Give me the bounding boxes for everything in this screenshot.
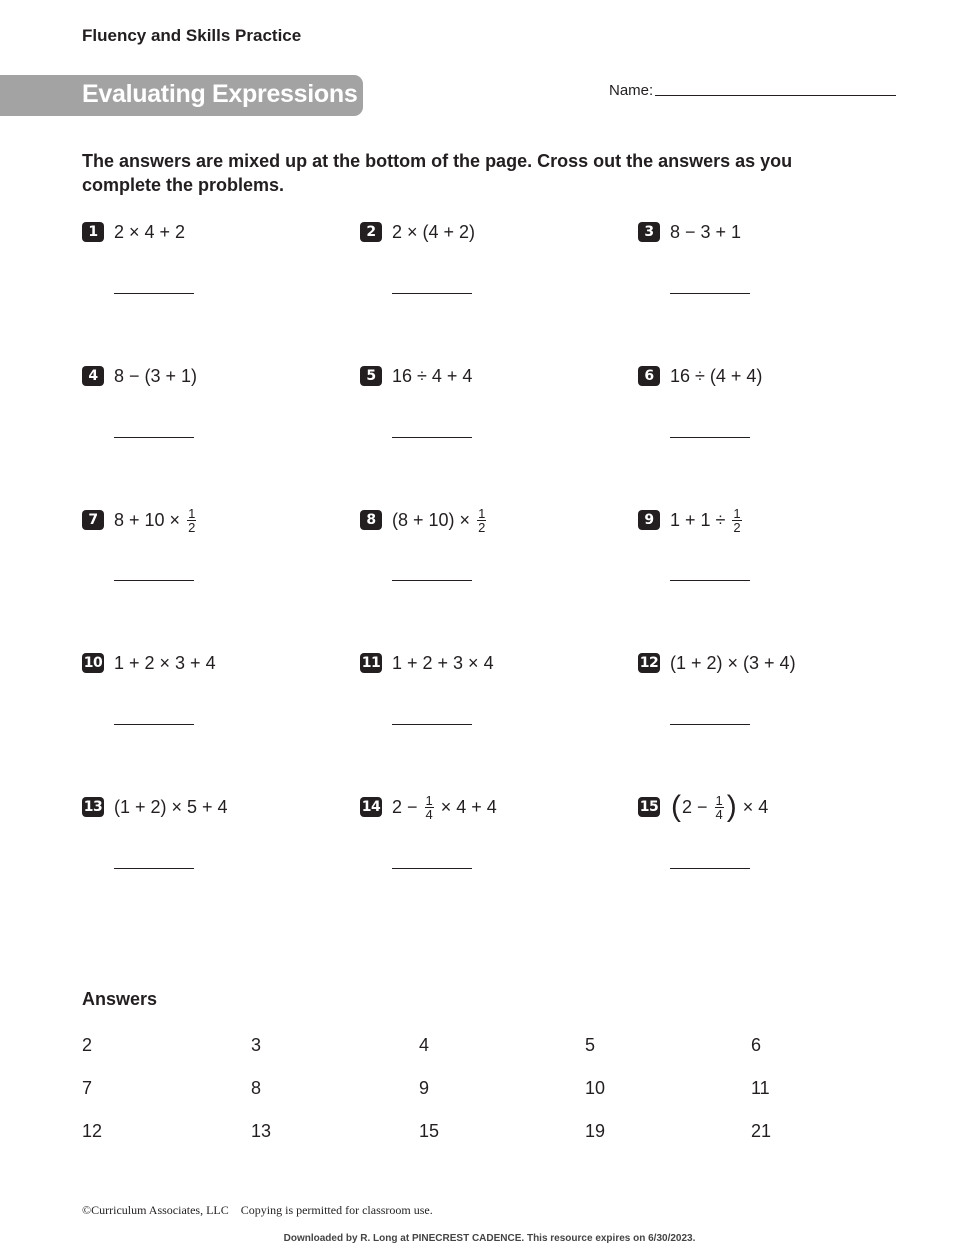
fraction xyxy=(425,794,434,821)
problem-number-badge: 12 xyxy=(639,655,659,671)
problem-expression: 2 × (4 + 2) xyxy=(392,221,476,242)
answer-blank-15[interactable] xyxy=(670,868,750,869)
problem-8 xyxy=(360,505,488,535)
answer-choice[interactable]: 2 xyxy=(82,1035,93,1055)
fraction-denominator: 2 xyxy=(733,519,741,535)
right-parenthesis: ) xyxy=(726,790,737,823)
problem-number-badge: 1 xyxy=(82,222,104,242)
answer-choice[interactable]: 15 xyxy=(419,1121,440,1141)
answer-blank-13[interactable] xyxy=(114,868,194,869)
expression-text: 8 + 10 × xyxy=(114,509,186,530)
fraction-denominator: 4 xyxy=(715,806,723,822)
expression-text: × 4 + 4 xyxy=(435,796,497,817)
answer-choice[interactable]: 19 xyxy=(585,1121,606,1141)
answer-choice[interactable]: 13 xyxy=(251,1121,272,1141)
problem-number-badge: 2 xyxy=(360,222,382,242)
problem-expression: 8 − (3 + 1) xyxy=(114,365,198,386)
fraction xyxy=(715,794,724,821)
fraction xyxy=(477,507,486,534)
answer-choice[interactable]: 21 xyxy=(751,1121,772,1141)
problem-number-badge: 10 xyxy=(83,655,103,671)
fraction-denominator: 2 xyxy=(478,519,486,535)
name-field[interactable] xyxy=(655,95,896,96)
fraction xyxy=(187,507,196,534)
answer-choice[interactable]: 10 xyxy=(585,1078,606,1098)
answer-choice[interactable]: 9 xyxy=(419,1078,430,1098)
answer-blank-9[interactable] xyxy=(670,580,750,581)
problem-number-badge: 11 xyxy=(361,655,381,671)
problem-expression xyxy=(670,792,768,822)
problem-11 xyxy=(360,648,494,678)
fraction-numerator: 1 xyxy=(715,792,723,808)
fraction-numerator: 1 xyxy=(478,505,486,521)
problem-number-badge: 4 xyxy=(82,366,104,386)
problem-number-badge: 15 xyxy=(639,799,659,815)
answer-blank-10[interactable] xyxy=(114,724,194,725)
problem-14 xyxy=(360,792,497,822)
fraction-numerator: 1 xyxy=(188,505,196,521)
expression-text: 1 + 1 ÷ xyxy=(670,509,731,530)
fraction-numerator: 1 xyxy=(733,505,741,521)
problem-expression: 16 ÷ 4 + 4 xyxy=(392,365,473,386)
problem-10 xyxy=(82,648,216,678)
answer-choice[interactable]: 5 xyxy=(585,1035,596,1055)
problem-number-badge: 9 xyxy=(638,510,660,530)
problem-expression: 1 + 2 × 3 + 4 xyxy=(114,652,216,673)
problem-number-badge: 14 xyxy=(361,799,381,815)
answer-choice[interactable]: 11 xyxy=(751,1078,770,1098)
answer-blank-5[interactable] xyxy=(392,437,472,438)
page-title: Evaluating Expressions xyxy=(82,80,358,108)
problem-number-badge: 3 xyxy=(638,222,660,242)
answer-choice[interactable]: 3 xyxy=(251,1035,262,1055)
answer-choice[interactable]: 6 xyxy=(751,1035,762,1055)
answer-blank-6[interactable] xyxy=(670,437,750,438)
expression-text: 2 − xyxy=(682,796,713,817)
problem-13 xyxy=(82,792,228,822)
answer-choice[interactable]: 4 xyxy=(419,1035,430,1055)
problem-number-badge: 6 xyxy=(638,366,660,386)
problem-15 xyxy=(638,792,768,822)
answer-blank-3[interactable] xyxy=(670,293,750,294)
answer-blank-4[interactable] xyxy=(114,437,194,438)
problem-expression xyxy=(392,507,488,534)
fraction-denominator: 4 xyxy=(425,806,433,822)
problem-expression: 8 − 3 + 1 xyxy=(670,221,742,242)
series-label: Fluency and Skills Practice xyxy=(82,26,302,45)
problem-6 xyxy=(638,361,762,391)
answer-blank-2[interactable] xyxy=(392,293,472,294)
problem-number-badge: 5 xyxy=(360,366,382,386)
problem-4 xyxy=(82,361,197,391)
fraction-numerator: 1 xyxy=(425,792,433,808)
problem-number-badge: 13 xyxy=(83,799,103,815)
answer-blank-1[interactable] xyxy=(114,293,194,294)
problem-expression: 16 ÷ (4 + 4) xyxy=(670,365,763,386)
problem-12 xyxy=(638,648,796,678)
expression-text: × 4 xyxy=(737,796,769,817)
expression-text: (8 + 10) × xyxy=(392,509,476,530)
problem-expression: 1 + 2 + 3 × 4 xyxy=(392,652,494,673)
answer-choice[interactable]: 8 xyxy=(251,1078,262,1098)
instructions: The answers are mixed up at the bottom of the page. Cross out the answers as you complete the problems. xyxy=(82,151,793,195)
problem-1 xyxy=(82,217,185,247)
problem-9 xyxy=(638,505,744,535)
left-parenthesis: ( xyxy=(671,790,681,823)
answer-blank-11[interactable] xyxy=(392,724,472,725)
name-label: Name: xyxy=(609,82,654,99)
problem-expression: 2 × 4 + 2 xyxy=(114,221,186,242)
problem-expression xyxy=(114,507,198,534)
problem-3 xyxy=(638,217,741,247)
copyright-notice: ©Curriculum Associates, LLC Copying is permitted for classroom use. xyxy=(82,1203,433,1217)
fraction xyxy=(732,507,741,534)
problem-2 xyxy=(360,217,475,247)
problem-expression: (1 + 2) × (3 + 4) xyxy=(670,652,796,673)
answers-heading: Answers xyxy=(82,989,158,1009)
problem-expression xyxy=(392,794,497,821)
problem-7 xyxy=(82,505,198,535)
fraction-denominator: 2 xyxy=(188,519,196,535)
answer-blank-12[interactable] xyxy=(670,724,750,725)
answer-blank-14[interactable] xyxy=(392,868,472,869)
problem-expression xyxy=(670,507,744,534)
answer-blank-7[interactable] xyxy=(114,580,194,581)
problem-number-badge: 8 xyxy=(360,510,382,530)
problem-expression: (1 + 2) × 5 + 4 xyxy=(114,796,228,817)
answer-blank-8[interactable] xyxy=(392,580,472,581)
answer-choice[interactable]: 12 xyxy=(82,1121,103,1141)
problem-5 xyxy=(360,361,472,391)
expression-text: 2 − xyxy=(392,796,423,817)
download-notice: Downloaded by R. Long at PINECREST CADENCE. This resource expires on 6/30/2023. xyxy=(283,1233,696,1244)
answer-choice[interactable]: 7 xyxy=(82,1078,93,1098)
problem-number-badge: 7 xyxy=(82,510,104,530)
